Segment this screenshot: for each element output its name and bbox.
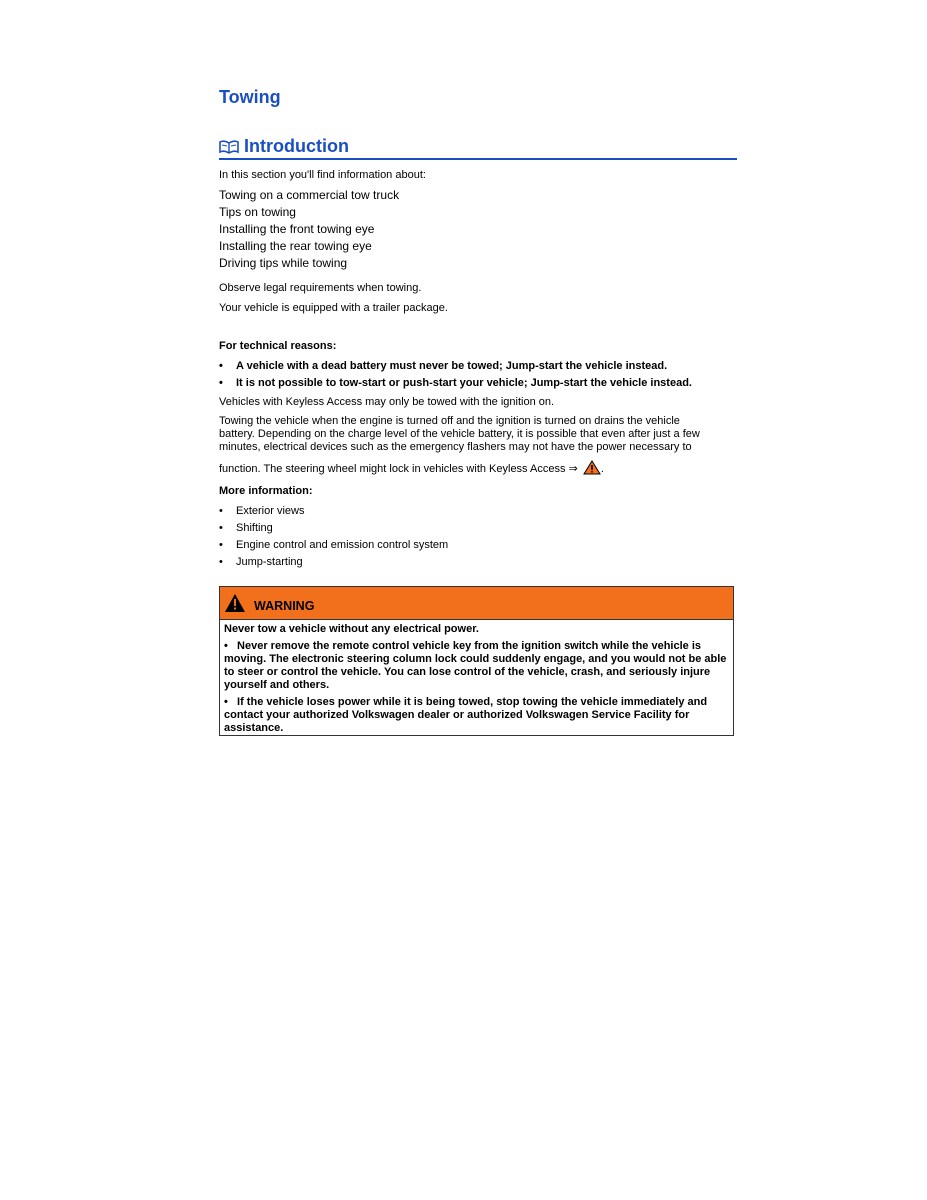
warning-item: • Never remove the remote control vehicle key from the ignition switch while the vehicle is moving. The electronic steering column lock could suddenly engage, and you would not be able to steer or control the vehicle. You can lose control of the vehicle, crash, and seriously injure yourself and others. xyxy=(224,640,727,691)
warning-box xyxy=(219,586,734,736)
legal-note: Observe legal requirements when towing. xyxy=(219,282,422,294)
topic-link[interactable]: Tips on towing xyxy=(219,205,296,219)
trailer-note: Your vehicle is equipped with a trailer package. xyxy=(219,302,448,314)
list-item[interactable]: • Engine control and emission control system xyxy=(219,539,449,551)
intro-text: In this section you'll find information about: xyxy=(219,169,426,181)
topic-link[interactable]: Installing the front towing eye xyxy=(219,222,375,236)
page-title: Towing xyxy=(219,87,281,107)
list-item[interactable]: • Exterior views xyxy=(219,505,305,517)
drain-para-line: minutes, electrical devices such as the emergency flashers may not have the power necessary to xyxy=(219,441,692,453)
more-info-heading: More information: xyxy=(219,485,313,497)
warning-lead: Never tow a vehicle without any electrical power. xyxy=(224,623,479,635)
book-icon xyxy=(219,140,239,154)
list-item[interactable]: • Shifting xyxy=(219,522,273,534)
topic-link[interactable]: Towing on a commercial tow truck xyxy=(219,188,400,202)
topic-link[interactable]: Driving tips while towing xyxy=(219,256,348,270)
keyless-note: Vehicles with Keyless Access may only be towed with the ignition on. xyxy=(219,396,555,408)
warning-icon xyxy=(224,593,246,613)
drain-para-last-line: function. The steering wheel might lock in vehicles with Keyless Access ⇒ . xyxy=(219,460,604,476)
list-item[interactable]: • Jump-starting xyxy=(219,556,303,568)
warning-header xyxy=(220,587,733,620)
drain-para-line: Towing the vehicle when the engine is turned off and the ignition is turned on drains the vehicle xyxy=(219,415,680,427)
section-title xyxy=(219,136,737,160)
list-item: • It is not possible to tow-start or push-start your vehicle; Jump-start the vehicle instead. xyxy=(219,377,692,389)
warning-body xyxy=(220,620,733,735)
section-title-text: Introduction xyxy=(244,136,349,156)
drain-para-line: battery. Depending on the charge level of the vehicle battery, it is possible that even after just a few xyxy=(219,428,700,440)
topic-link[interactable]: Installing the rear towing eye xyxy=(219,239,372,253)
warning-triangle-icon[interactable] xyxy=(583,460,601,475)
technical-heading: For technical reasons: xyxy=(219,340,337,352)
list-item: • A vehicle with a dead battery must never be towed; Jump-start the vehicle instead. xyxy=(219,360,668,372)
warning-item: • If the vehicle loses power while it is being towed, stop towing the vehicle immediately and contact your authorized Volkswagen dealer or authorized Volkswagen Service Facility for assistance. xyxy=(224,696,708,734)
warning-label: WARNING xyxy=(254,599,315,613)
